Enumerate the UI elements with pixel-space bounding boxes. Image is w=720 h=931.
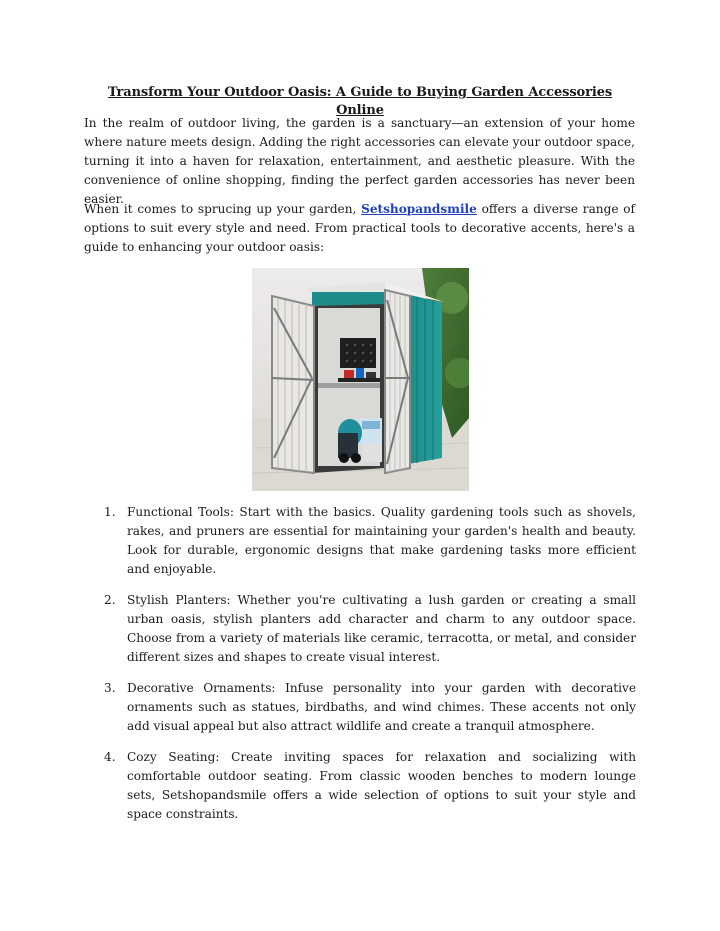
list-text: Cozy Seating: Create inviting spaces for relaxation and socializing with comfortable outdoor seating. From classic wooden benches to modern lounge sets, Setshopandsmile offers a wide selection of options to suit your style and space constraints. [127, 750, 636, 821]
second-paragraph-before-link: When it comes to sprucing up your garden, [84, 202, 362, 216]
second-paragraph-after-link: offers a diverse range of options to suit every style and need. From practical tools to decorative accents, here's a guide to enhancing your outdoor oasis: [84, 202, 635, 254]
list-text: Stylish Planters: Whether you're cultivating a lush garden or creating a small urban oasis, stylish planters add character and charm to any outdoor space. Choose from a variety of materials like ceramic, terracotta, or metal, and consider different sizes and shapes to create visual interest. [127, 593, 636, 664]
list-item [84, 591, 636, 667]
list-number: 4. [104, 750, 116, 764]
list-item [84, 679, 636, 736]
list-item [84, 503, 636, 579]
second-paragraph [84, 200, 635, 257]
document-title: Transform Your Outdoor Oasis: A Guide to Buying Garden Accessories Online [107, 85, 613, 118]
list-text: Decorative Ornaments: Infuse personality into your garden with decorative ornaments such as statues, birdbaths, and wind chimes. These accents not only add visual appeal but also attract wildlife and create a tranquil atmosphere. [127, 681, 636, 733]
accessory-list [84, 503, 636, 836]
list-text: Functional Tools: Start with the basics. Quality gardening tools such as shovels, rakes, and pruners are essential for maintaining your garden's health and beauty. Look for durable, ergonomic designs that make gardening tasks more efficient and enjoyable. [127, 505, 636, 576]
list-number: 2. [104, 593, 116, 607]
setshopandsmile-link[interactable]: Setshopandsmile [361, 202, 477, 216]
list-number: 1. [104, 505, 116, 519]
list-number: 3. [104, 681, 116, 695]
intro-paragraph: In the realm of outdoor living, the garden is a sanctuary—an extension of your home where nature meets design. Adding the right accessories can elevate your outdoor space, turning it into a haven for relaxation, entertainment, and aesthetic pleasure. With the convenience of online shopping, finding the perfect garden accessories has never been easier. [84, 116, 635, 206]
garden-shed-image [252, 268, 469, 491]
list-item [84, 748, 636, 824]
